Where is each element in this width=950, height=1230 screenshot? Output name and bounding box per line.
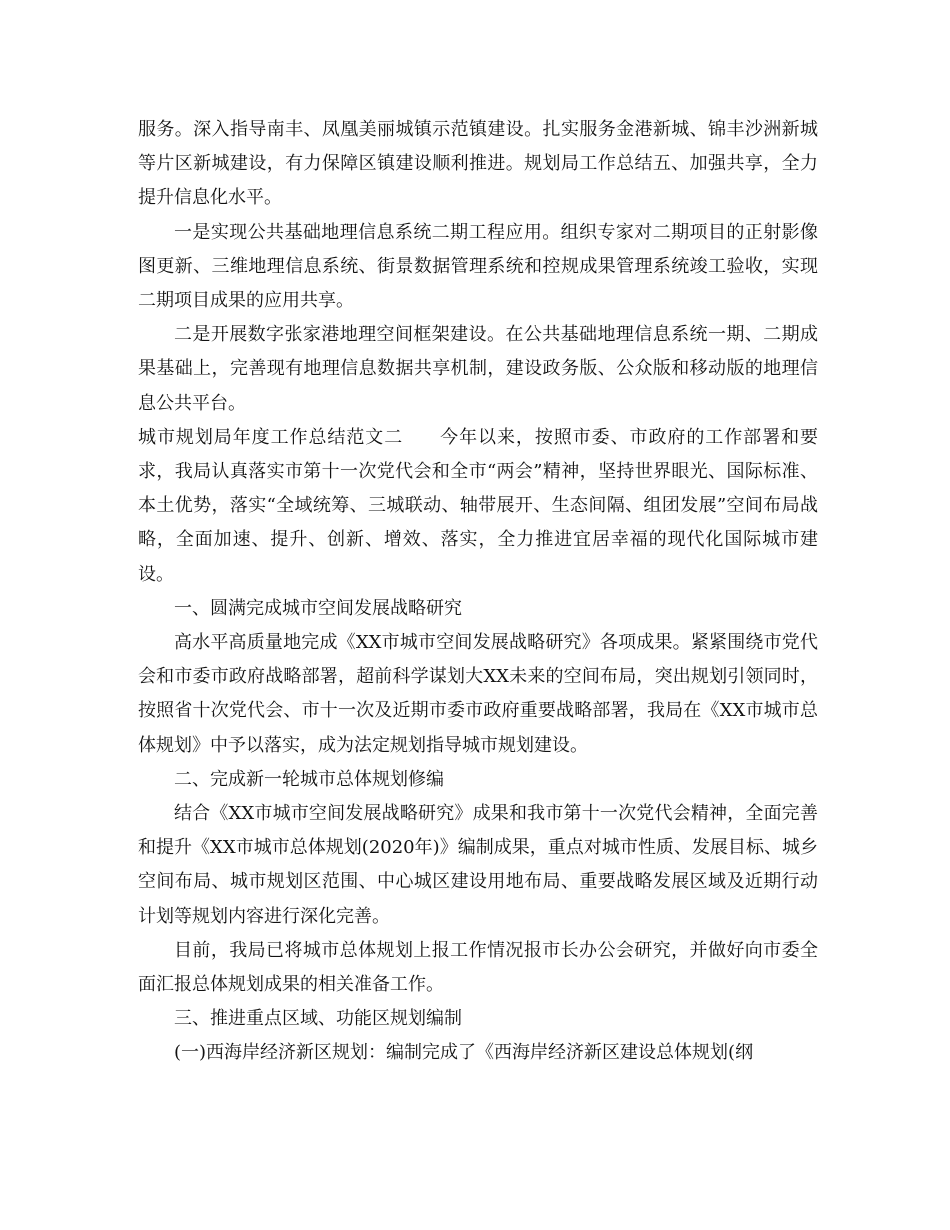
section-title-paragraph <box>138 421 818 592</box>
section-title: 城市规划局年度工作总结范文二 <box>138 426 404 448</box>
document-body <box>138 113 818 1071</box>
paragraph-1: 服务。深入指导南丰、凤凰美丽城镇示范镇建设。扎实服务金港新城、锦丰沙洲新城等片区新城建设，有力保障区镇建设顺利推进。规划局工作总结五、加强共享，全力提升信息化水平。 <box>138 119 818 209</box>
paragraph-2: 一是实现公共基础地理信息系统二期工程应用。组织专家对二期项目的正射影像图更新、三维地理信息系统、街景数据管理系统和控规成果管理系统竣工验收，实现二期项目成果的应用共享。 <box>138 221 818 312</box>
paragraph-6: 目前，我局已将城市总体规划上报工作情况报市长办公会研究，并做好向市委全面汇报总体规划成果的相关准备工作。 <box>138 939 818 996</box>
paragraph-3: 二是开展数字张家港地理空间框架建设。在公共基础地理信息系统一期、二期成果基础上，完善现有地理信息数据共享机制，建设政务版、公众版和移动版的地理信息公共平台。 <box>138 324 818 414</box>
paragraph-7: (一)西海岸经济新区规划：编制完成了《西海岸经济新区建设总体规划(纲 <box>174 1042 754 1064</box>
paragraph-4: 高水平高质量地完成《XX市城市空间发展战略研究》各项成果。紧紧围绕市党代会和市委市政府战略部署，超前科学谋划大XX未来的空间布局，突出规划引领同时，按照省十次党代会、市十一次及近期市委市政府重要战略部署，我局在《XX市城市总体规划》中予以落实，成为法定规划指导城市规划建设。 <box>138 632 818 756</box>
heading-2: 二、完成新一轮城市总体规划修编 <box>174 768 444 790</box>
paragraph-5: 结合《XX市城市空间发展战略研究》成果和我市第十一次党代会精神，全面完善和提升《XX市城市总体规划(2020年)》编制成果，重点对城市性质、发展目标、城乡空间布局、城市规划区范围、中心城区建设用地布局、重要战略发展区域及近期行动计划等规划内容进行深化完善。 <box>138 803 818 927</box>
heading-3: 三、推进重点区域、功能区规划编制 <box>174 1008 462 1030</box>
heading-1: 一、圆满完成城市空间发展战略研究 <box>174 597 462 619</box>
section-intro-text: 今年以来，按照市委、市政府的工作部署和要求，我局认真落实市第十一次党代会和全市“两会”精神，坚持世界眼光、国际标准、本土优势，落实“全域统筹、三城联动、轴带展开、生态间隔、组团发展”空间布局战略，全面加速、提升、创新、增效、落实，全力推进宜居幸福的现代化国际城市建设。 <box>138 426 819 585</box>
